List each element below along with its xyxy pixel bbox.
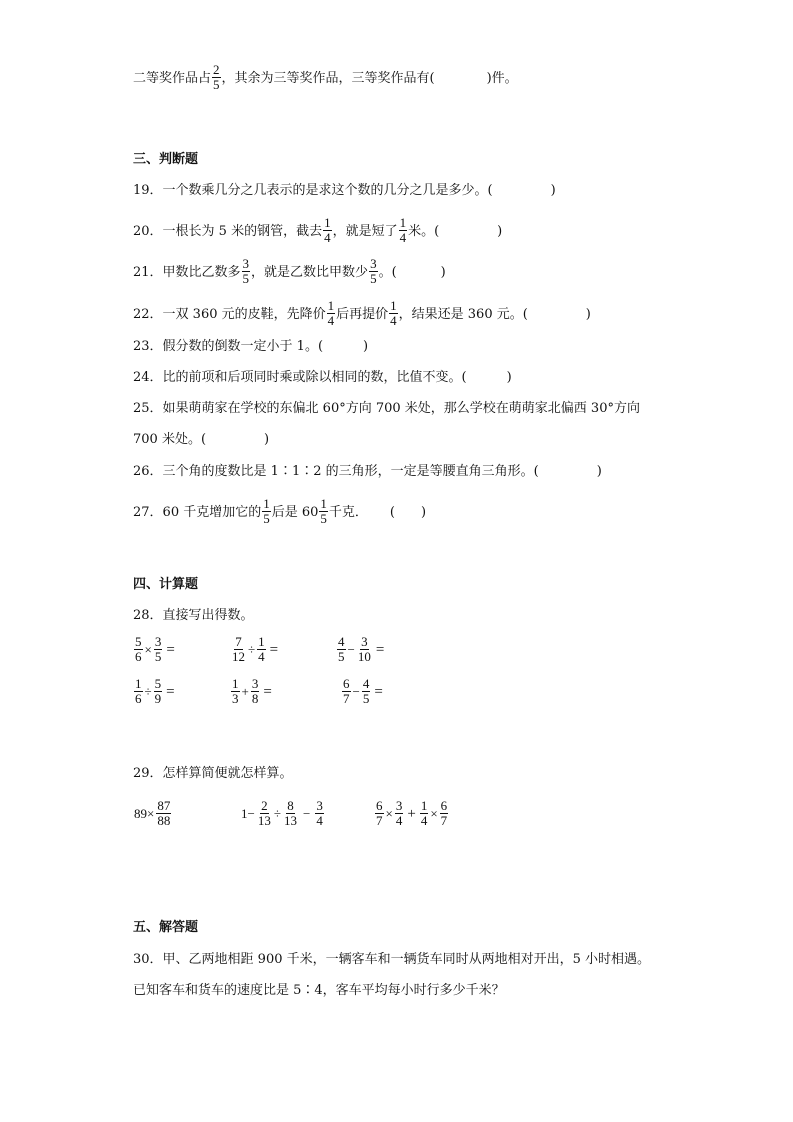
denominator: 5 [370, 271, 377, 286]
question-20 [133, 215, 503, 245]
text: ，其余为三等奖作品，三等奖作品有( [221, 71, 435, 86]
denominator: 9 [154, 690, 162, 706]
denominator: 5 [263, 511, 270, 526]
operator: × [430, 806, 438, 821]
denominator: 13 [257, 812, 271, 828]
denominator: 10 [357, 648, 371, 664]
denominator: 7 [343, 690, 350, 706]
numerator: 2 [261, 797, 268, 813]
numerator: 5 [135, 633, 142, 649]
question-27 [133, 496, 427, 526]
fraction [242, 257, 251, 286]
operator: − [302, 806, 311, 821]
denominator: 12 [232, 648, 245, 664]
text: 21．甲数比乙数多 [133, 265, 241, 280]
numerator: 3 [316, 797, 323, 813]
text: ) [363, 339, 369, 354]
fraction [389, 299, 398, 328]
numerator: 1 [258, 633, 265, 649]
numerator: 1 [320, 496, 327, 511]
equals-sign: = [166, 641, 175, 658]
numerator: 1 [232, 675, 239, 691]
numerator: 1 [420, 797, 428, 813]
fraction [262, 497, 271, 526]
text: 1− [241, 806, 255, 821]
section-title-calculation: 四、计算题 [133, 577, 199, 592]
numerator: 6 [343, 675, 350, 691]
fraction [357, 635, 372, 664]
denominator: 5 [362, 690, 370, 706]
question-26 [133, 462, 602, 482]
denominator: 5 [154, 648, 162, 664]
numerator: 8 [287, 797, 294, 813]
operator: − [352, 684, 360, 699]
numerator: 6 [376, 797, 383, 813]
fraction [212, 63, 221, 92]
q29-expression-1 [133, 796, 172, 832]
numerator: 1 [263, 496, 270, 511]
denominator: 5 [213, 77, 220, 92]
fraction [283, 799, 298, 828]
numerator: 1 [324, 215, 331, 230]
fraction [440, 799, 449, 828]
text: ) [596, 464, 602, 479]
operator: ÷ [273, 806, 281, 821]
text: ( [389, 505, 395, 520]
numerator: 4 [338, 633, 345, 649]
q28-item [133, 674, 176, 710]
text: 后是 60 [271, 505, 319, 520]
fraction [231, 635, 246, 664]
question-24 [133, 368, 512, 388]
text: 后再提价 [336, 307, 389, 322]
numerator: 4 [362, 675, 370, 691]
fraction [257, 635, 266, 664]
text: ) [506, 370, 512, 385]
text: ) [497, 224, 503, 239]
fraction [257, 799, 272, 828]
numerator: 6 [440, 797, 448, 813]
fraction [375, 799, 384, 828]
fraction [134, 635, 143, 664]
text: 。( [378, 265, 397, 280]
fraction [342, 677, 351, 706]
equals-sign: = [263, 683, 272, 700]
denominator: 7 [376, 812, 383, 828]
fraction [399, 216, 408, 245]
question-28-prompt: 28．直接写出得数。 [133, 608, 254, 623]
denominator: 3 [232, 690, 239, 706]
q29-expression-2 [240, 796, 325, 832]
fraction [156, 799, 171, 828]
denominator: 88 [157, 812, 171, 828]
numerator: 3 [242, 256, 250, 271]
denominator: 4 [316, 812, 323, 828]
question-30-line-1: 30．甲、乙两地相距 900 千米，一辆客车和一辆货车同时从两地相对开出，5 小时相遇。 [133, 952, 651, 967]
denominator: 5 [242, 271, 250, 286]
operator: × [385, 806, 393, 821]
equals-sign: = [269, 641, 279, 658]
numerator: 3 [154, 633, 162, 649]
denominator: 7 [440, 812, 448, 828]
question-21 [133, 256, 446, 286]
numerator: 3 [370, 256, 377, 271]
fraction [395, 799, 404, 828]
operator: ÷ [248, 642, 256, 657]
q28-item [230, 674, 273, 710]
operator: + [241, 684, 249, 699]
text: 千克． [328, 505, 368, 520]
equals-sign: = [166, 683, 175, 700]
numerator: 3 [395, 797, 403, 813]
numerator: 3 [251, 675, 259, 691]
equals-sign: = [374, 683, 383, 700]
denominator: 4 [327, 313, 335, 328]
question-30-line-2: 已知客车和货车的速度比是 5∶4，客车平均每小时行多少千米？ [133, 983, 505, 998]
denominator: 6 [135, 690, 142, 706]
q29-expression-3 [374, 796, 449, 832]
denominator: 4 [324, 230, 331, 245]
question-23 [133, 337, 368, 357]
section-title-word-problems: 五、解答题 [133, 920, 199, 935]
denominator: 5 [320, 511, 327, 526]
fraction [251, 677, 260, 706]
fraction [319, 497, 328, 526]
denominator: 4 [420, 812, 428, 828]
question-19 [133, 181, 556, 201]
text: 24．比的前项和后项同时乘或除以相同的数，比值不变。( [133, 370, 467, 385]
fraction [362, 677, 371, 706]
text: ) [421, 505, 427, 520]
fraction [231, 677, 240, 706]
denominator: 4 [390, 313, 397, 328]
text: ) [264, 432, 270, 447]
fraction [369, 257, 378, 286]
text: 700 米处。( [133, 432, 207, 447]
text: 19．一个数乘几分之几表示的是求这个数的几分之几是多少。( [133, 183, 493, 198]
operator: ÷ [144, 684, 152, 699]
numerator: 2 [213, 62, 220, 77]
text: 27．60 千克增加它的 [133, 505, 262, 520]
text: 二等奖作品占 [133, 71, 212, 86]
question-25-line-2 [133, 430, 269, 450]
fraction [323, 216, 332, 245]
fraction [315, 799, 324, 828]
denominator: 8 [251, 690, 259, 706]
text: 23．假分数的倒数一定小于 1。( [133, 339, 324, 354]
fraction [134, 677, 143, 706]
text: ，结果还是 360 元。( [398, 307, 528, 322]
denominator: 4 [395, 812, 403, 828]
denominator: 4 [258, 648, 265, 664]
q28-item [341, 674, 384, 710]
q28-item [336, 632, 385, 668]
numerator: 3 [361, 633, 368, 649]
fraction [154, 635, 163, 664]
text: 22．一双 360 元的皮鞋，先降价 [133, 307, 326, 322]
q28-item [230, 632, 279, 668]
text: ，就是乙数比甲数少 [251, 265, 369, 280]
question-25-line-1: 25．如果萌萌家在学校的东偏北 60°方向 700 米处，那么学校在萌萌家北偏西 30°方向 [133, 401, 640, 416]
numerator: 1 [135, 675, 142, 691]
text: ) [550, 183, 556, 198]
text: ，就是短了 [332, 224, 398, 239]
fraction [154, 677, 163, 706]
numerator: 1 [399, 215, 407, 230]
text: 89× [134, 806, 155, 821]
text: ) [585, 307, 591, 322]
denominator: 5 [338, 648, 345, 664]
denominator: 6 [135, 648, 142, 664]
question-29-prompt: 29．怎样算简便就怎样算。 [133, 766, 293, 781]
equals-sign: = [375, 641, 385, 658]
denominator: 4 [399, 230, 407, 245]
operator: + [407, 805, 416, 822]
operator: × [144, 642, 152, 657]
numerator: 87 [157, 797, 171, 813]
text: 26．三个角的度数比是 1∶1∶2 的三角形，一定是等腰直角三角形。( [133, 464, 539, 479]
numerator: 5 [154, 675, 162, 691]
numerator: 1 [390, 298, 397, 313]
denominator: 13 [283, 812, 297, 828]
text: )件。 [486, 71, 518, 86]
numerator: 1 [327, 298, 335, 313]
operator: − [347, 642, 355, 657]
question-18-continuation [133, 62, 518, 92]
q28-item [133, 632, 176, 668]
text: 20．一根长为 5 米的钢管，截去 [133, 224, 323, 239]
text: ) [440, 265, 446, 280]
fraction [327, 299, 336, 328]
fraction [337, 635, 346, 664]
text: 米。( [408, 224, 440, 239]
fraction [420, 799, 429, 828]
question-22 [133, 298, 591, 328]
section-title-true-false: 三、判断题 [133, 152, 199, 167]
numerator: 7 [235, 633, 242, 649]
